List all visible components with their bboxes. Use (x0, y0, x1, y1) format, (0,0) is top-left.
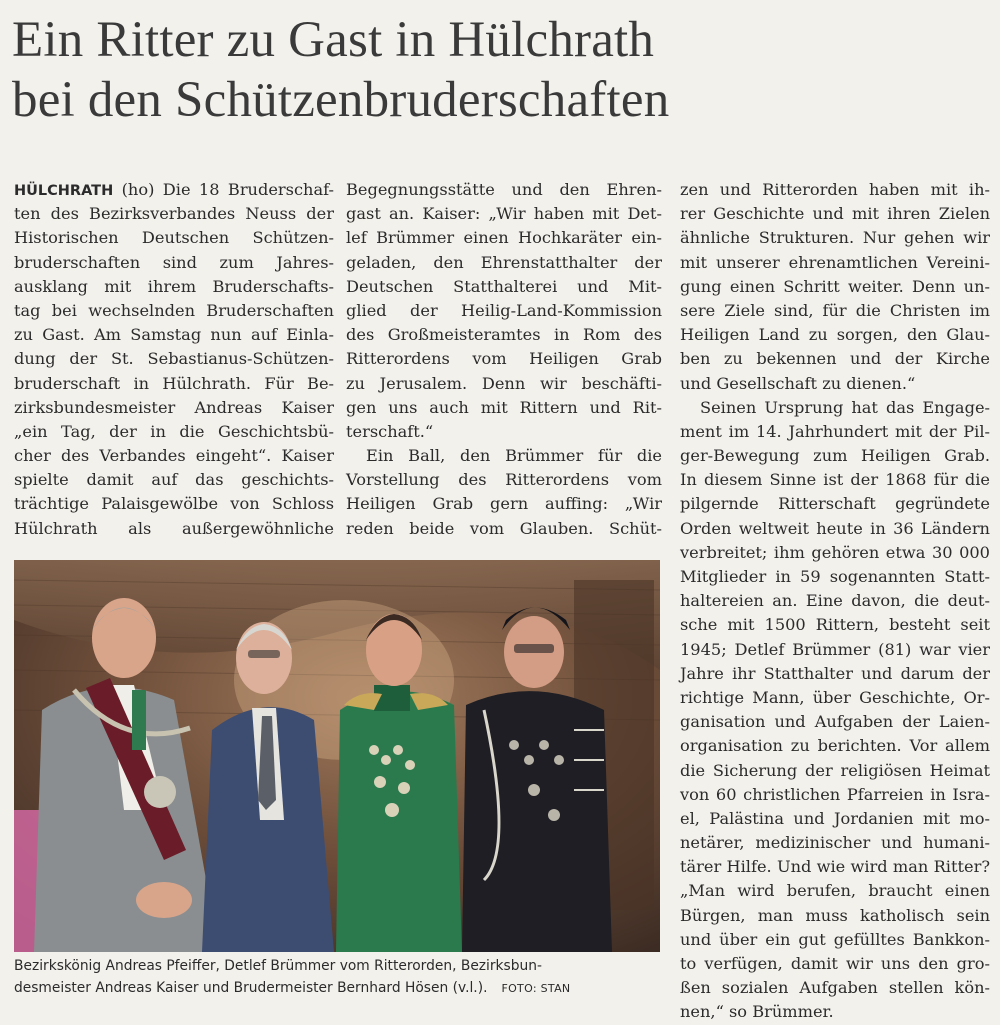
text-line: tag bei wechselnden Bruderschaften (14, 300, 334, 320)
text-line: Jahre ihr Statthalter und darum der (680, 663, 990, 683)
text-line: und über ein gut gefülltes Bankkon- (680, 929, 990, 949)
text-line: Begegnungsstätte und den Ehren- (346, 180, 662, 199)
text-line: terschaft.“ (346, 421, 434, 441)
text-line: netärer, medizinischer und humani- (680, 833, 990, 853)
dateline: HÜLCHRATH (14, 183, 114, 199)
headline-line-1: Ein Ritter zu Gast in Hülchrath (12, 12, 655, 68)
text-line: die Sicherung der religiösen Heimat (680, 760, 990, 780)
text-line: In diesem Sinne ist der 1868 für die (680, 470, 990, 490)
article-photo (14, 560, 660, 952)
group-photo-illustration (14, 560, 660, 952)
text-line: mit unserer ehrenamtlichen Vereini- (680, 252, 990, 272)
text-line: tärer Hilfe. Und wie wird man Ritter? (680, 857, 990, 877)
text-line: richtige Mann, über Geschichte, Or- (680, 687, 990, 707)
headline-line-2: bei den Schützenbruderschaften (12, 72, 670, 128)
text-line: „ein Tag, der in die Geschichtsbü- (14, 421, 334, 441)
text-line: organisation zu berichten. Vor allem (680, 736, 990, 756)
text-line: ßen sozialen Aufgaben stellen kön- (680, 978, 990, 998)
text-line: Vorstellung des Ritterordens vom (346, 470, 662, 490)
text-line: Heiligen Land zu sorgen, den Glau- (680, 325, 990, 345)
photo-caption (14, 955, 664, 1000)
text-line: rer Geschichte und mit ihren Zielen (680, 204, 990, 224)
text-line: verbreitet; ihm gehören etwa 30 000 (680, 542, 990, 562)
caption-line-1: Bezirkskönig Andreas Pfeiffer, Detlef Brümmer vom Ritterorden, Bezirksbun- (14, 958, 542, 974)
text-line: zirksbundesmeister Andreas Kaiser (14, 397, 334, 417)
text-line: reden beide vom Glauben. Schüt- (346, 518, 662, 538)
text-line: zen und Ritterorden haben mit ih- (680, 180, 990, 199)
text-line: Heiligen Grab gern auffing: „Wir (346, 494, 662, 514)
headline (12, 10, 988, 130)
text-line: ben zu bekennen und der Kirche (680, 349, 990, 369)
article-column-2 (346, 178, 662, 541)
text-line: bruderschaft in Hülchrath. Für Be- (14, 373, 334, 393)
text-line: ähnliche Strukturen. Nur gehen wir (680, 228, 990, 248)
text-line: haltereien an. Eine davon, die deut- (680, 591, 990, 611)
text-line: cher des Verbandes eingeht“. Kaiser (14, 446, 334, 466)
text-line: zu Gast. Am Samstag nun auf Einla- (14, 325, 334, 345)
text-line: Orden weltweit heute in 36 Ländern (680, 518, 990, 538)
text-line: ausklang mit ihrem Bruderschafts- (14, 276, 334, 296)
text-line: sche mit 1500 Rittern, besteht seit (680, 615, 990, 635)
article-column-1 (14, 178, 334, 541)
text-line: Bürgen, man muss katholisch sein (680, 905, 990, 925)
text-line: lef Brümmer einen Hochkaräter ein- (346, 228, 662, 248)
text-line: Ritterordens vom Heiligen Grab (346, 349, 662, 369)
text-line: pilgernde Ritterschaft gegründete (680, 494, 990, 514)
text-line: ment im 14. Jahrhundert mit der Pil- (680, 421, 990, 441)
text-line: trächtige Palaisgewölbe von Schloss (14, 494, 334, 514)
text-line: gen uns auch mit Rittern und Rit- (346, 397, 662, 417)
text-line: gung einen Schritt weiter. Denn un- (680, 276, 990, 296)
text-line: „Man wird berufen, braucht einen (680, 881, 990, 901)
text-line: dung der St. Sebastianus-Schützen- (14, 349, 334, 369)
text-line: Ein Ball, den Brümmer für die (366, 446, 662, 466)
text-line: bruderschaften sind zum Jahres- (14, 252, 334, 272)
text-line: glied der Heilig-Land-Kommission (346, 300, 662, 320)
text-line: ten des Bezirksverbandes Neuss der (14, 204, 334, 224)
text-line: sere Ziele sind, für die Christen im (680, 300, 990, 320)
text-line: Deutschen Statthalterei und Mit- (346, 276, 662, 296)
caption-line-2: desmeister Andreas Kaiser und Brudermeister Bernhard Hösen (v.l.). (14, 980, 488, 996)
text-line: ganisation und Aufgaben der Laien- (680, 712, 990, 732)
text-line: des Großmeisteramtes in Rom des (346, 325, 662, 345)
text-line: nen,“ so Brümmer. (680, 1002, 834, 1022)
text-line: Mitglieder in 59 sogenannten Statt- (680, 567, 990, 586)
text-line: geladen, den Ehrenstatthalter der (346, 252, 662, 272)
text-line: Hülchrath als außergewöhnliche (14, 518, 334, 538)
text-line: gast an. Kaiser: „Wir haben mit Det- (346, 204, 662, 224)
text-line: Historischen Deutschen Schützen- (14, 228, 334, 248)
text-line: spielte damit auf das geschichts- (14, 470, 334, 490)
text-line: el, Palästina und Jordanien mit mo- (680, 808, 990, 828)
text-line: Seinen Ursprung hat das Engage- (700, 397, 990, 417)
text-line: ger-Bewegung zum Heiligen Grab. (680, 446, 990, 466)
photo-credit: FOTO: STAN (501, 982, 571, 995)
text-line: (ho) Die 18 Bruderschaf- (113, 180, 334, 199)
text-line: zu Jerusalem. Denn wir beschäfti- (346, 373, 662, 393)
text-line: von 60 christlichen Pfarreien in Isra- (680, 784, 990, 804)
text-line: 1945; Detlef Brümmer (81) war vier (680, 639, 990, 659)
text-line: to verfügen, damit wir uns den gro- (680, 954, 990, 973)
text-line: und Gesellschaft zu dienen.“ (680, 373, 916, 393)
article-column-3 (680, 178, 990, 1025)
